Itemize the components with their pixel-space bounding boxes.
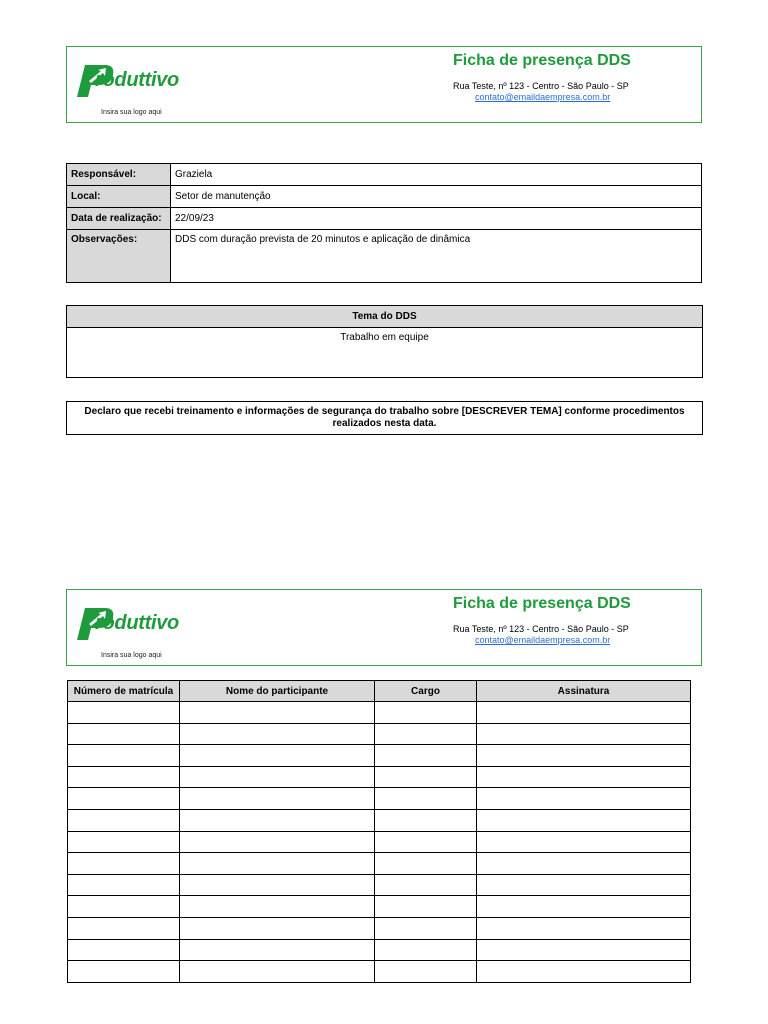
col-assinatura: Assinatura <box>477 681 691 702</box>
tema-value: Trabalho em equipe <box>67 328 703 378</box>
table-row <box>68 723 691 745</box>
logo-text: roduttivo <box>95 69 179 91</box>
assinatura-cell[interactable] <box>477 853 691 875</box>
cargo-cell[interactable] <box>375 723 477 745</box>
table-row <box>68 853 691 875</box>
assinatura-cell[interactable] <box>477 745 691 767</box>
nome-cell[interactable] <box>180 831 375 853</box>
responsavel-label: Responsável: <box>67 164 171 186</box>
data-value: 22/09/23 <box>171 208 702 230</box>
matricula-cell[interactable] <box>68 896 180 918</box>
page-header-2 <box>66 589 702 666</box>
assinatura-cell[interactable] <box>477 874 691 896</box>
attendance-body <box>68 702 691 983</box>
tema-table <box>66 305 703 378</box>
dds-info-table <box>66 163 702 283</box>
assinatura-cell[interactable] <box>477 723 691 745</box>
col-cargo: Cargo <box>375 681 477 702</box>
company-email-link[interactable]: contato@emaildaempresa.com.br <box>475 635 611 645</box>
matricula-cell[interactable] <box>68 702 180 724</box>
assinatura-cell[interactable] <box>477 788 691 810</box>
matricula-cell[interactable] <box>68 766 180 788</box>
cargo-cell[interactable] <box>375 961 477 983</box>
table-header-row <box>68 681 691 702</box>
nome-cell[interactable] <box>180 939 375 961</box>
matricula-cell[interactable] <box>68 745 180 767</box>
assinatura-cell[interactable] <box>477 917 691 939</box>
assinatura-cell[interactable] <box>477 896 691 918</box>
cargo-cell[interactable] <box>375 809 477 831</box>
matricula-cell[interactable] <box>68 788 180 810</box>
observacoes-value: DDS com duração prevista de 20 minutos e aplicação de dinâmica <box>171 230 702 283</box>
table-row <box>68 788 691 810</box>
nome-cell[interactable] <box>180 917 375 939</box>
assinatura-cell[interactable] <box>477 766 691 788</box>
cargo-cell[interactable] <box>375 939 477 961</box>
cargo-cell[interactable] <box>375 874 477 896</box>
nome-cell[interactable] <box>180 874 375 896</box>
table-row <box>68 809 691 831</box>
nome-cell[interactable] <box>180 788 375 810</box>
page-title: Ficha de presença DDS <box>453 595 631 612</box>
cargo-cell[interactable] <box>375 766 477 788</box>
assinatura-cell[interactable] <box>477 702 691 724</box>
declaration-text: Declaro que recebi treinamento e informações de segurança do trabalho sobre [DESCREVER TEMA] conforme procedimentos realizados nesta data. <box>66 401 703 435</box>
matricula-cell[interactable] <box>68 723 180 745</box>
table-row <box>68 874 691 896</box>
matricula-cell[interactable] <box>68 831 180 853</box>
matricula-cell[interactable] <box>68 961 180 983</box>
page-title: Ficha de presença DDS <box>453 52 631 69</box>
attendance-table <box>67 680 691 983</box>
table-row <box>68 831 691 853</box>
cargo-cell[interactable] <box>375 831 477 853</box>
table-row <box>68 939 691 961</box>
assinatura-cell[interactable] <box>477 939 691 961</box>
logo-text: roduttivo <box>95 612 179 634</box>
company-address: Rua Teste, nº 123 - Centro - São Paulo - SP <box>453 81 629 91</box>
nome-cell[interactable] <box>180 809 375 831</box>
table-row <box>68 745 691 767</box>
nome-cell[interactable] <box>180 853 375 875</box>
matricula-cell[interactable] <box>68 939 180 961</box>
cargo-cell[interactable] <box>375 853 477 875</box>
tema-header: Tema do DDS <box>67 306 703 328</box>
nome-cell[interactable] <box>180 961 375 983</box>
cargo-cell[interactable] <box>375 788 477 810</box>
cargo-cell[interactable] <box>375 745 477 767</box>
assinatura-cell[interactable] <box>477 809 691 831</box>
page-header-1 <box>66 46 702 123</box>
nome-cell[interactable] <box>180 702 375 724</box>
nome-cell[interactable] <box>180 723 375 745</box>
matricula-cell[interactable] <box>68 917 180 939</box>
local-value: Setor de manutenção <box>171 186 702 208</box>
col-nome: Nome do participante <box>180 681 375 702</box>
logo-caption: Insira sua logo aqui <box>101 109 162 116</box>
nome-cell[interactable] <box>180 745 375 767</box>
table-row <box>68 917 691 939</box>
logo-caption: Insira sua logo aqui <box>101 652 162 659</box>
observacoes-label: Observações: <box>67 230 171 283</box>
table-row <box>68 702 691 724</box>
nome-cell[interactable] <box>180 896 375 918</box>
table-row <box>67 186 702 208</box>
assinatura-cell[interactable] <box>477 831 691 853</box>
company-address: Rua Teste, nº 123 - Centro - São Paulo - SP <box>453 624 629 634</box>
matricula-cell[interactable] <box>68 874 180 896</box>
table-row <box>68 961 691 983</box>
table-row <box>68 766 691 788</box>
cargo-cell[interactable] <box>375 896 477 918</box>
table-row <box>67 230 702 283</box>
local-label: Local: <box>67 186 171 208</box>
table-row <box>68 896 691 918</box>
table-row <box>67 208 702 230</box>
nome-cell[interactable] <box>180 766 375 788</box>
cargo-cell[interactable] <box>375 702 477 724</box>
col-matricula: Número de matrícula <box>68 681 180 702</box>
assinatura-cell[interactable] <box>477 961 691 983</box>
company-email-link[interactable]: contato@emaildaempresa.com.br <box>475 92 611 102</box>
responsavel-value: Graziela <box>171 164 702 186</box>
data-label: Data de realização: <box>67 208 171 230</box>
matricula-cell[interactable] <box>68 853 180 875</box>
table-row <box>67 164 702 186</box>
matricula-cell[interactable] <box>68 809 180 831</box>
cargo-cell[interactable] <box>375 917 477 939</box>
